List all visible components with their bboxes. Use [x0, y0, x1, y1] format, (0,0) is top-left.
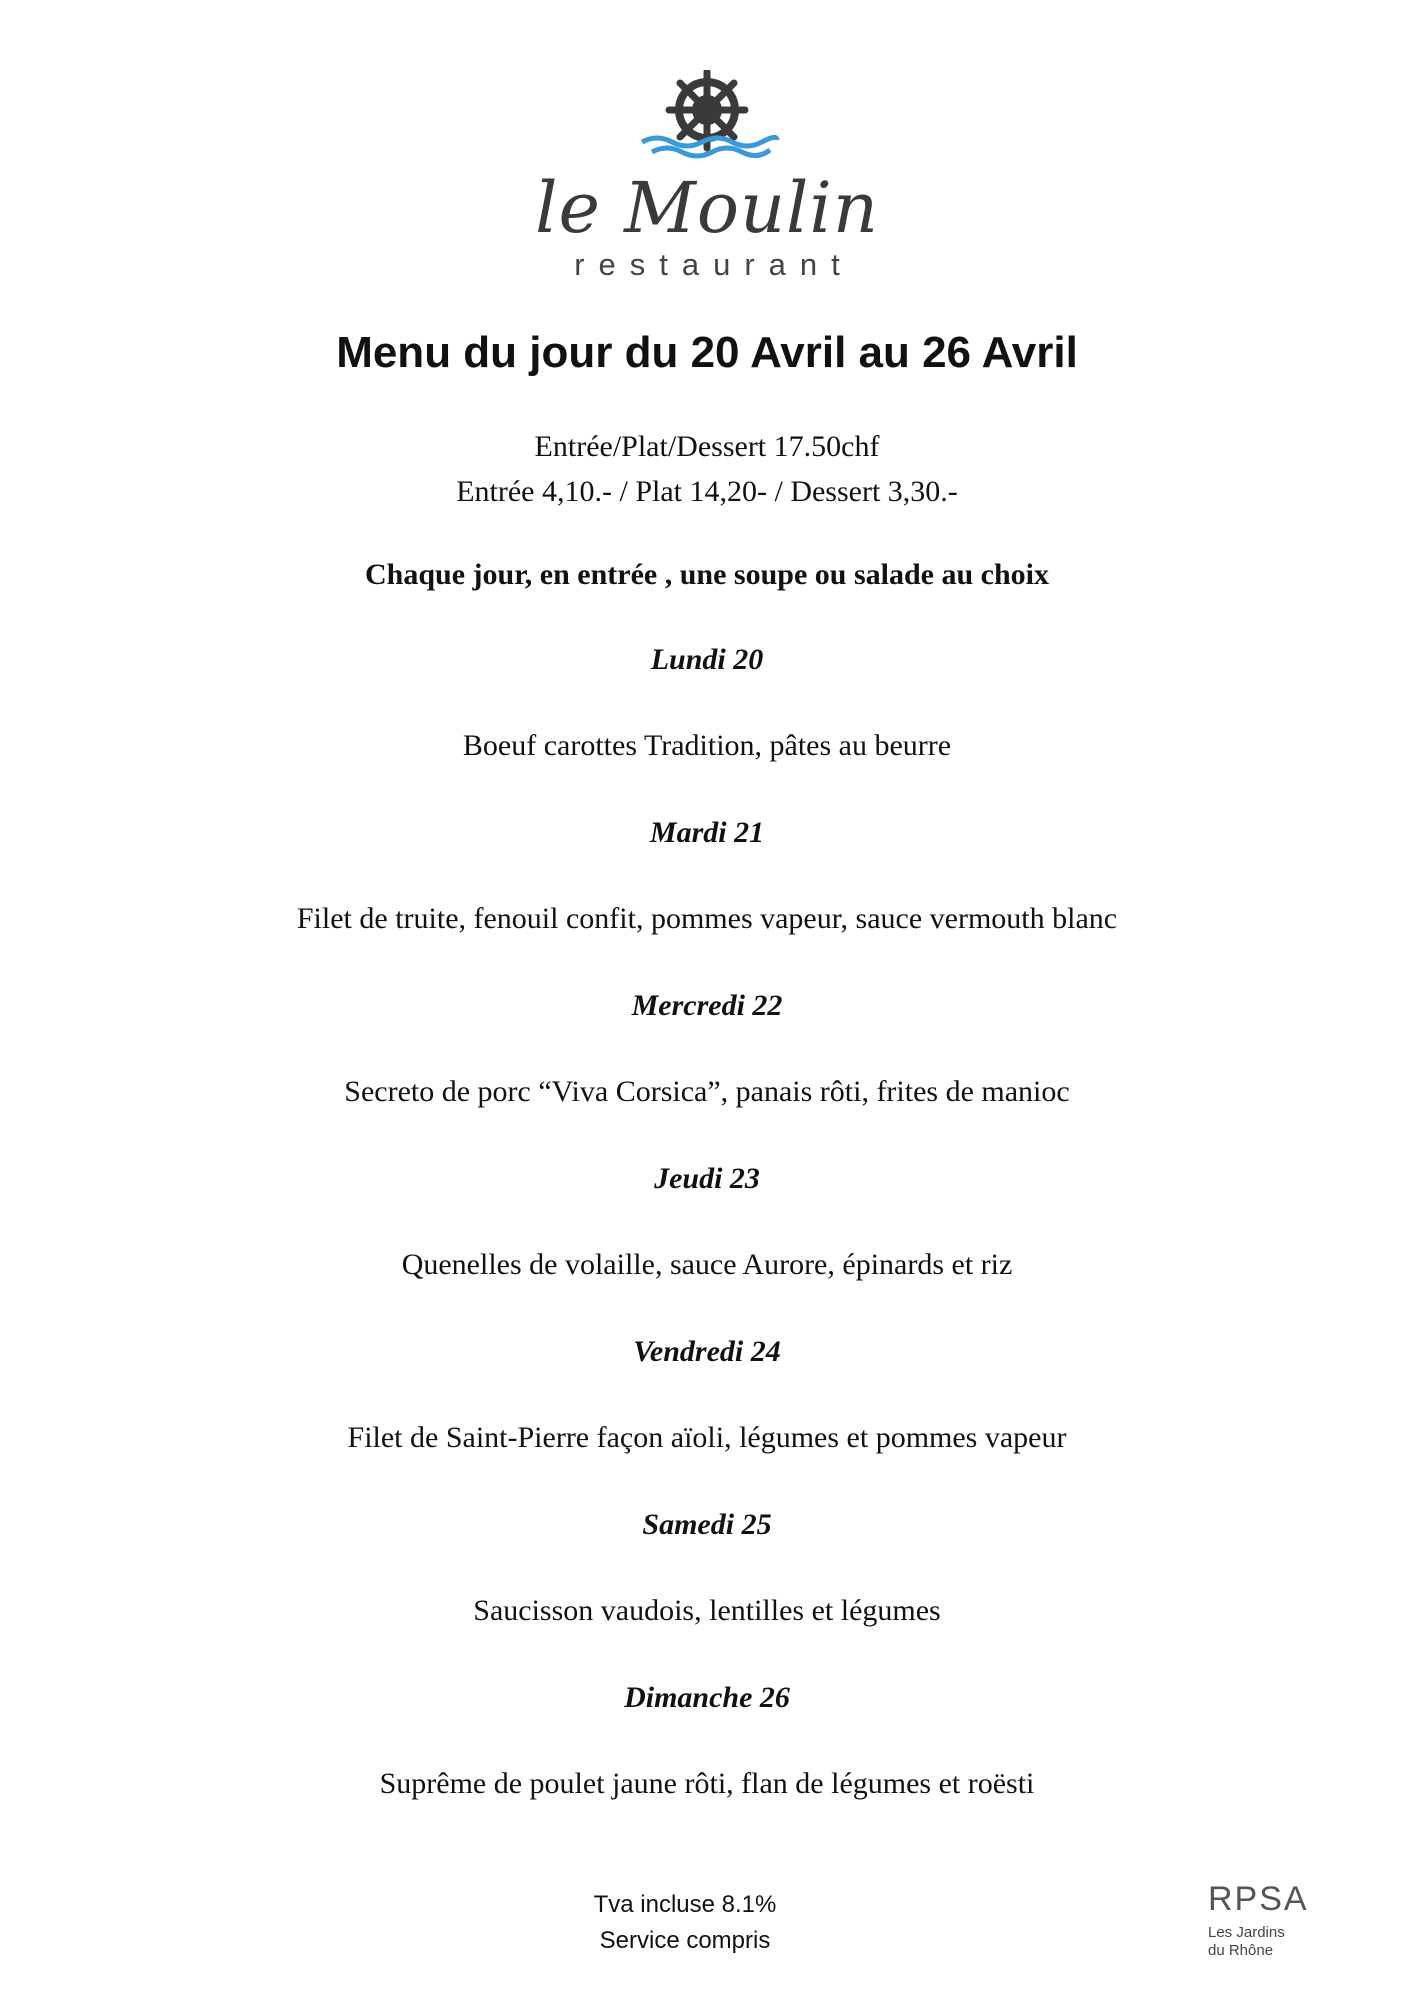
day-label-mardi: Mardi 21 [649, 816, 765, 849]
day-label-lundi: Lundi 20 [650, 643, 764, 676]
daily-note: Chaque jour, en entrée , une soupe ou salade au choix [365, 558, 1049, 591]
day-label-dimanche: Dimanche 26 [624, 1681, 790, 1714]
page-title: Menu du jour du 20 Avril au 26 Avril [336, 328, 1078, 377]
dish-mardi: Filet de truite, fenouil confit, pommes vapeur, sauce vermouth blanc [296, 902, 1118, 935]
day-label-samedi: Samedi 25 [642, 1508, 772, 1541]
dish-vendredi: Filet de Saint-Pierre façon aïoli, légumes et pommes vapeur [347, 1421, 1067, 1454]
day-label-vendredi: Vendredi 24 [633, 1335, 781, 1368]
logo-subtitle: restaurant [574, 247, 854, 282]
day-label-mercredi: Mercredi 22 [631, 989, 783, 1022]
footer-vat: Tva incluse 8.1% [593, 1891, 777, 1918]
dish-lundi: Boeuf carottes Tradition, pâtes au beurre [462, 729, 952, 762]
footer [0, 1887, 1370, 1959]
partner-logo [1208, 1882, 1309, 1960]
dish-dimanche: Suprême de poulet jaune rôti, flan de légumes et roësti [379, 1767, 1035, 1800]
partner-line-1: Les Jardins [1208, 1924, 1285, 1941]
ship-wheel-icon [632, 70, 782, 162]
price-line-1: Entrée/Plat/Dessert 17.50chf [534, 430, 880, 463]
footer-service: Service compris [599, 1927, 771, 1954]
partner-line-2: du Rhône [1208, 1942, 1274, 1959]
price-line-2: Entrée 4,10.- / Plat 14,20- / Dessert 3,30.- [456, 475, 958, 508]
logo-wordmark: le Moulin [535, 167, 879, 249]
partner-name: RPSA [1208, 1880, 1309, 1918]
dish-samedi: Saucisson vaudois, lentilles et légumes [473, 1594, 941, 1627]
dish-jeudi: Quenelles de volaille, sauce Aurore, épinards et riz [401, 1248, 1013, 1281]
restaurant-logo [0, 70, 1414, 282]
day-label-jeudi: Jeudi 23 [654, 1162, 760, 1195]
dish-mercredi: Secreto de porc “Viva Corsica”, panais rôti, frites de manioc [344, 1075, 1070, 1108]
